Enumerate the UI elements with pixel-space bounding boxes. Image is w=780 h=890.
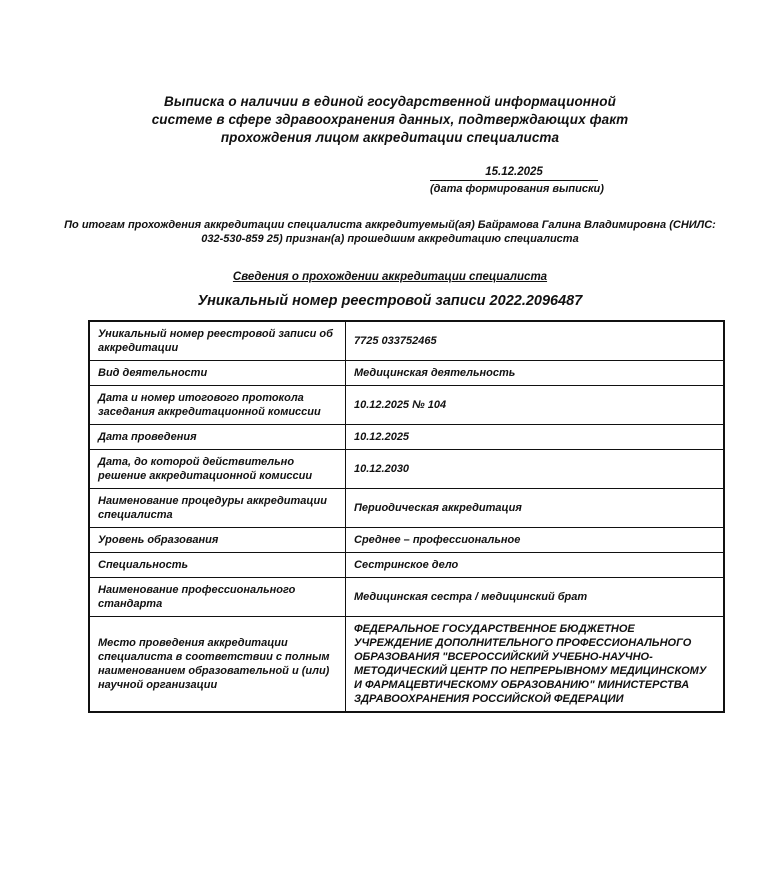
row-label: Вид деятельности [89, 361, 346, 386]
row-value: Медицинская деятельность [346, 361, 725, 386]
row-value: Медицинская сестра / медицинский брат [346, 578, 725, 617]
table-row [89, 450, 724, 489]
intro-paragraph-line: По итогам прохождения аккредитации специалиста аккредитуемый(ая) Байрамова Галина Владимировна (СНИЛС: [64, 219, 716, 231]
table-row [89, 553, 724, 578]
table-row [89, 578, 724, 617]
row-value: Среднее – профессиональное [346, 528, 725, 553]
table-row [89, 528, 724, 553]
table-row [89, 321, 724, 361]
row-value: Сестринское дело [346, 553, 725, 578]
document-title-line: Выписка о наличии в единой государственной информационной [163, 94, 616, 109]
row-label: Наименование процедуры аккредитации специалиста [89, 489, 346, 528]
generation-date-block [430, 166, 604, 195]
row-label: Наименование профессионального стандарта [89, 578, 346, 617]
intro-paragraph [0, 218, 780, 246]
row-label: Дата, до которой действительно решение аккредитационной комиссии [89, 450, 346, 489]
row-value: 10.12.2030 [346, 450, 725, 489]
document-title-line: прохождения лицом аккредитации специалиста [220, 130, 560, 145]
generation-date: 15.12.2025 [430, 166, 598, 181]
row-label: Уровень образования [89, 528, 346, 553]
row-label: Уникальный номер реестровой записи об аккредитации [89, 321, 346, 361]
row-value: 10.12.2025 № 104 [346, 386, 725, 425]
row-label: Дата и номер итогового протокола заседания аккредитационной комиссии [89, 386, 346, 425]
row-value: Периодическая аккредитация [346, 489, 725, 528]
section-subtitle: Сведения о прохождении аккредитации специалиста [232, 271, 548, 283]
generation-date-caption: (дата формирования выписки) [430, 183, 604, 195]
row-value: 7725 033752465 [346, 321, 725, 361]
row-value: 10.12.2025 [346, 425, 725, 450]
accreditation-details-table [88, 320, 725, 713]
table-row [89, 489, 724, 528]
table-row [89, 361, 724, 386]
registry-number-heading: Уникальный номер реестровой записи 2022.2096487 [197, 293, 583, 309]
row-label: Место проведения аккредитации специалиста в соответствии с полным наименованием образовательной и (или) научной организации [89, 617, 346, 713]
row-value: ФЕДЕРАЛЬНОЕ ГОСУДАРСТВЕННОЕ БЮДЖЕТНОЕ УЧРЕЖДЕНИЕ ДОПОЛНИТЕЛЬНОГО ПРОФЕССИОНАЛЬНОГО ОБРАЗОВАНИЯ "ВСЕРОССИЙСКИЙ УЧЕБНО-НАУЧНО-МЕТОДИЧЕСКИЙ ЦЕНТР ПО НЕПРЕРЫВНОМУ МЕДИЦИНСКОМУ И ФАРМАЦЕВТИЧЕСКОМУ ОБРАЗОВАНИЮ" МИНИСТЕРСТВА ЗДРАВООХРАНЕНИЯ РОССИЙСКОЙ ФЕДЕРАЦИИ [346, 617, 725, 713]
row-label: Дата проведения [89, 425, 346, 450]
table-row [89, 617, 724, 713]
table-row [89, 386, 724, 425]
intro-paragraph-line: 032-530-859 25) признан(а) прошедшим аккредитацию специалиста [201, 233, 579, 245]
document-title [0, 0, 780, 147]
table-row [89, 425, 724, 450]
row-label: Специальность [89, 553, 346, 578]
document-title-line: системе в сфере здравоохранения данных, подтверждающих факт [151, 112, 629, 127]
